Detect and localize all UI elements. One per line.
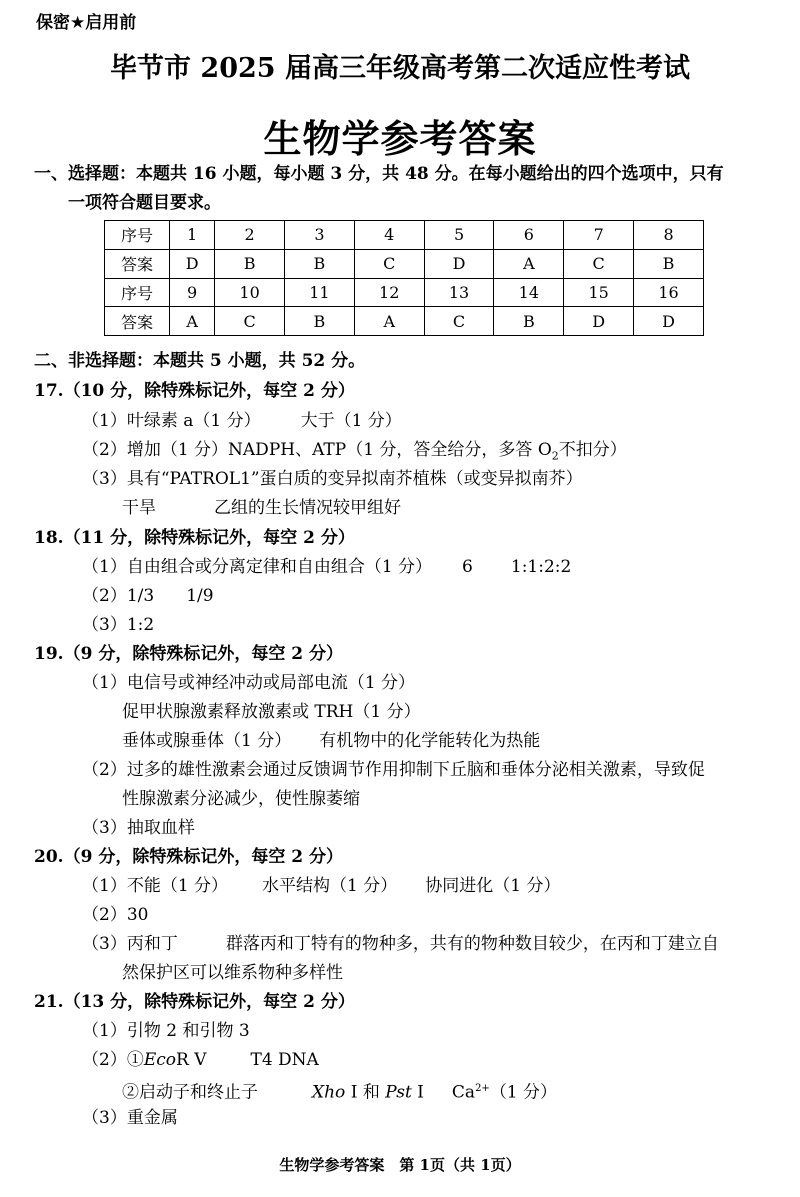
q20-heading: 20.（9 分，除特殊标记外，每空 2 分） [34, 847, 343, 867]
q21-answer-2 [82, 1048, 319, 1072]
table-row [105, 307, 704, 336]
table-cell: A [170, 307, 215, 336]
answer-text: 1/9 [186, 586, 214, 606]
table-cell: D [634, 307, 704, 336]
section1-heading: 一、选择题：本题共 16 小题，每小题 3 分，共 48 分。在每小题给出的四个选项中，只有 [34, 164, 724, 184]
table-cell: D [564, 307, 634, 336]
answer-text: 群落丙和丁特有的物种多，共有的物种数目较少，在丙和丁建立自 [225, 934, 719, 954]
row-label: 答案 [105, 307, 170, 336]
answer-text: I 和 [345, 1082, 386, 1103]
table-cell: C [564, 249, 634, 278]
q21-heading: 21.（13 分，除特殊标记外，每空 2 分） [34, 992, 355, 1012]
answer-text: 水平结构（1 分） [262, 876, 398, 896]
answer-text: I [411, 1082, 424, 1103]
q17-answer-3: （3）具有“PATROL1”蛋白质的变异拟南芥植株（或变异拟南芥） [82, 469, 583, 489]
q17-answer-2 [82, 438, 627, 468]
table-cell: B [634, 249, 704, 278]
answer-text: （2）① [82, 1050, 144, 1070]
answer-text: 有机物中的化学能转化为热能 [319, 731, 541, 751]
q19-heading: 19.（9 分，除特殊标记外，每空 2 分） [34, 644, 343, 664]
table-cell: D [170, 249, 215, 278]
table-row [105, 221, 704, 250]
answer-text: （1）不能（1 分） [82, 876, 229, 896]
table-cell: B [285, 249, 355, 278]
table-cell: 12 [354, 278, 424, 307]
q21-answer-2-cont [122, 1077, 557, 1105]
q20-answer-2: （2）30 [82, 905, 149, 925]
confidential-label: 保密★启用前 [36, 13, 137, 33]
table-cell: B [285, 307, 355, 336]
italic-text: Pst [385, 1082, 412, 1103]
q20-answer-3 [82, 932, 719, 956]
document-title: 生物学参考答案 [263, 116, 537, 161]
table-row [105, 249, 704, 278]
row-label: 答案 [105, 249, 170, 278]
q21-answer-3: （3）重金属 [82, 1108, 178, 1128]
q21-answer-1: （1）引物 2 和引物 3 [82, 1021, 250, 1041]
table-cell: D [424, 249, 494, 278]
table-cell: 6 [494, 221, 564, 250]
table-cell: 10 [215, 278, 285, 307]
answer-text: 乙组的生长情况较甲组好 [214, 498, 401, 518]
answer-text: T4 DNA [250, 1050, 319, 1070]
table-cell: A [354, 307, 424, 336]
answer-text: R V [176, 1050, 207, 1070]
answer-text: 大于（1 分） [300, 411, 402, 431]
italic-text: Xho [312, 1082, 346, 1103]
answer-text: Ca [451, 1082, 476, 1103]
table-cell: A [494, 249, 564, 278]
q17-answer-1 [82, 409, 402, 433]
answer-text: （1）叶绿素 a（1 分） [82, 411, 261, 431]
q19-answer-3: （3）抽取血样 [82, 818, 195, 838]
answer-text: 1:1:2:2 [510, 557, 572, 577]
superscript: 2+ [475, 1083, 490, 1094]
q19-answer-2: （2）过多的雄性激素会通过反馈调节作用抑制下丘脑和垂体分泌相关激素，导致促 [82, 760, 705, 780]
italic-text: Eco [143, 1050, 176, 1070]
table-cell: 3 [285, 221, 355, 250]
q20-answer-1 [82, 874, 561, 898]
table-cell: 11 [285, 278, 355, 307]
table-cell: C [215, 307, 285, 336]
q19-answer-1: （1）电信号或神经冲动或局部电流（1 分） [82, 673, 416, 693]
table-cell: 2 [215, 221, 285, 250]
q18-heading: 18.（11 分，除特殊标记外，每空 2 分） [34, 528, 355, 548]
answer-text: 干旱 [122, 498, 156, 518]
answer-text: （1 分） [489, 1082, 558, 1103]
q19-answer-2-cont: 性腺激素分泌减少，使性腺萎缩 [122, 789, 360, 809]
q18-answer-3: （3）1:2 [82, 615, 155, 635]
table-cell: C [354, 249, 424, 278]
page-footer: 生物学参考答案 第 1页（共 1页） [279, 1156, 521, 1174]
answer-text: 不扣分） [558, 440, 627, 460]
table-cell: 4 [354, 221, 424, 250]
table-cell: 9 [170, 278, 215, 307]
table-cell: 8 [634, 221, 704, 250]
table-cell: B [494, 307, 564, 336]
exam-title: 毕节市 2025 届高三年级高考第二次适应性考试 [110, 53, 690, 84]
table-cell: 5 [424, 221, 494, 250]
subscript: 2 [551, 449, 559, 463]
q17-answer-3-cont [122, 496, 401, 520]
q19-answer-1-cont2 [122, 729, 540, 753]
table-cell: 1 [170, 221, 215, 250]
answer-text: ②启动子和终止子 [122, 1082, 258, 1103]
q18-answer-2 [82, 584, 214, 608]
answer-text: （1）自由组合或分离定律和自由组合（1 分） [82, 557, 433, 577]
row-label: 序号 [105, 278, 170, 307]
table-cell: B [215, 249, 285, 278]
q18-answer-1 [82, 555, 571, 579]
answer-text: 垂体或腺垂体（1 分） [122, 731, 292, 751]
table-cell: C [424, 307, 494, 336]
table-cell: 15 [564, 278, 634, 307]
answer-text: （3）丙和丁 [82, 934, 178, 954]
q17-heading: 17.（10 分，除特殊标记外，每空 2 分） [34, 381, 355, 401]
answer-text: 协同进化（1 分） [425, 876, 561, 896]
table-cell: 14 [494, 278, 564, 307]
section2-heading: 二、非选择题：本题共 5 小题，共 52 分。 [34, 351, 366, 371]
q20-answer-3-cont: 然保护区可以维系物种多样性 [122, 963, 343, 983]
q19-answer-1-cont: 促甲状腺激素释放激素或 TRH（1 分） [122, 702, 421, 722]
answer-text: （2）增加（1 分）NADPH、ATP（1 分，答全给分，多答 O [82, 440, 552, 460]
row-label: 序号 [105, 221, 170, 250]
section1-heading-cont: 一项符合题目要求。 [68, 193, 221, 213]
table-cell: 13 [424, 278, 494, 307]
answer-text: 6 [462, 557, 473, 577]
table-cell: 7 [564, 221, 634, 250]
table-row [105, 278, 704, 307]
answer-table [104, 220, 704, 336]
answer-text: （2）1/3 [82, 586, 155, 606]
table-cell: 16 [634, 278, 704, 307]
